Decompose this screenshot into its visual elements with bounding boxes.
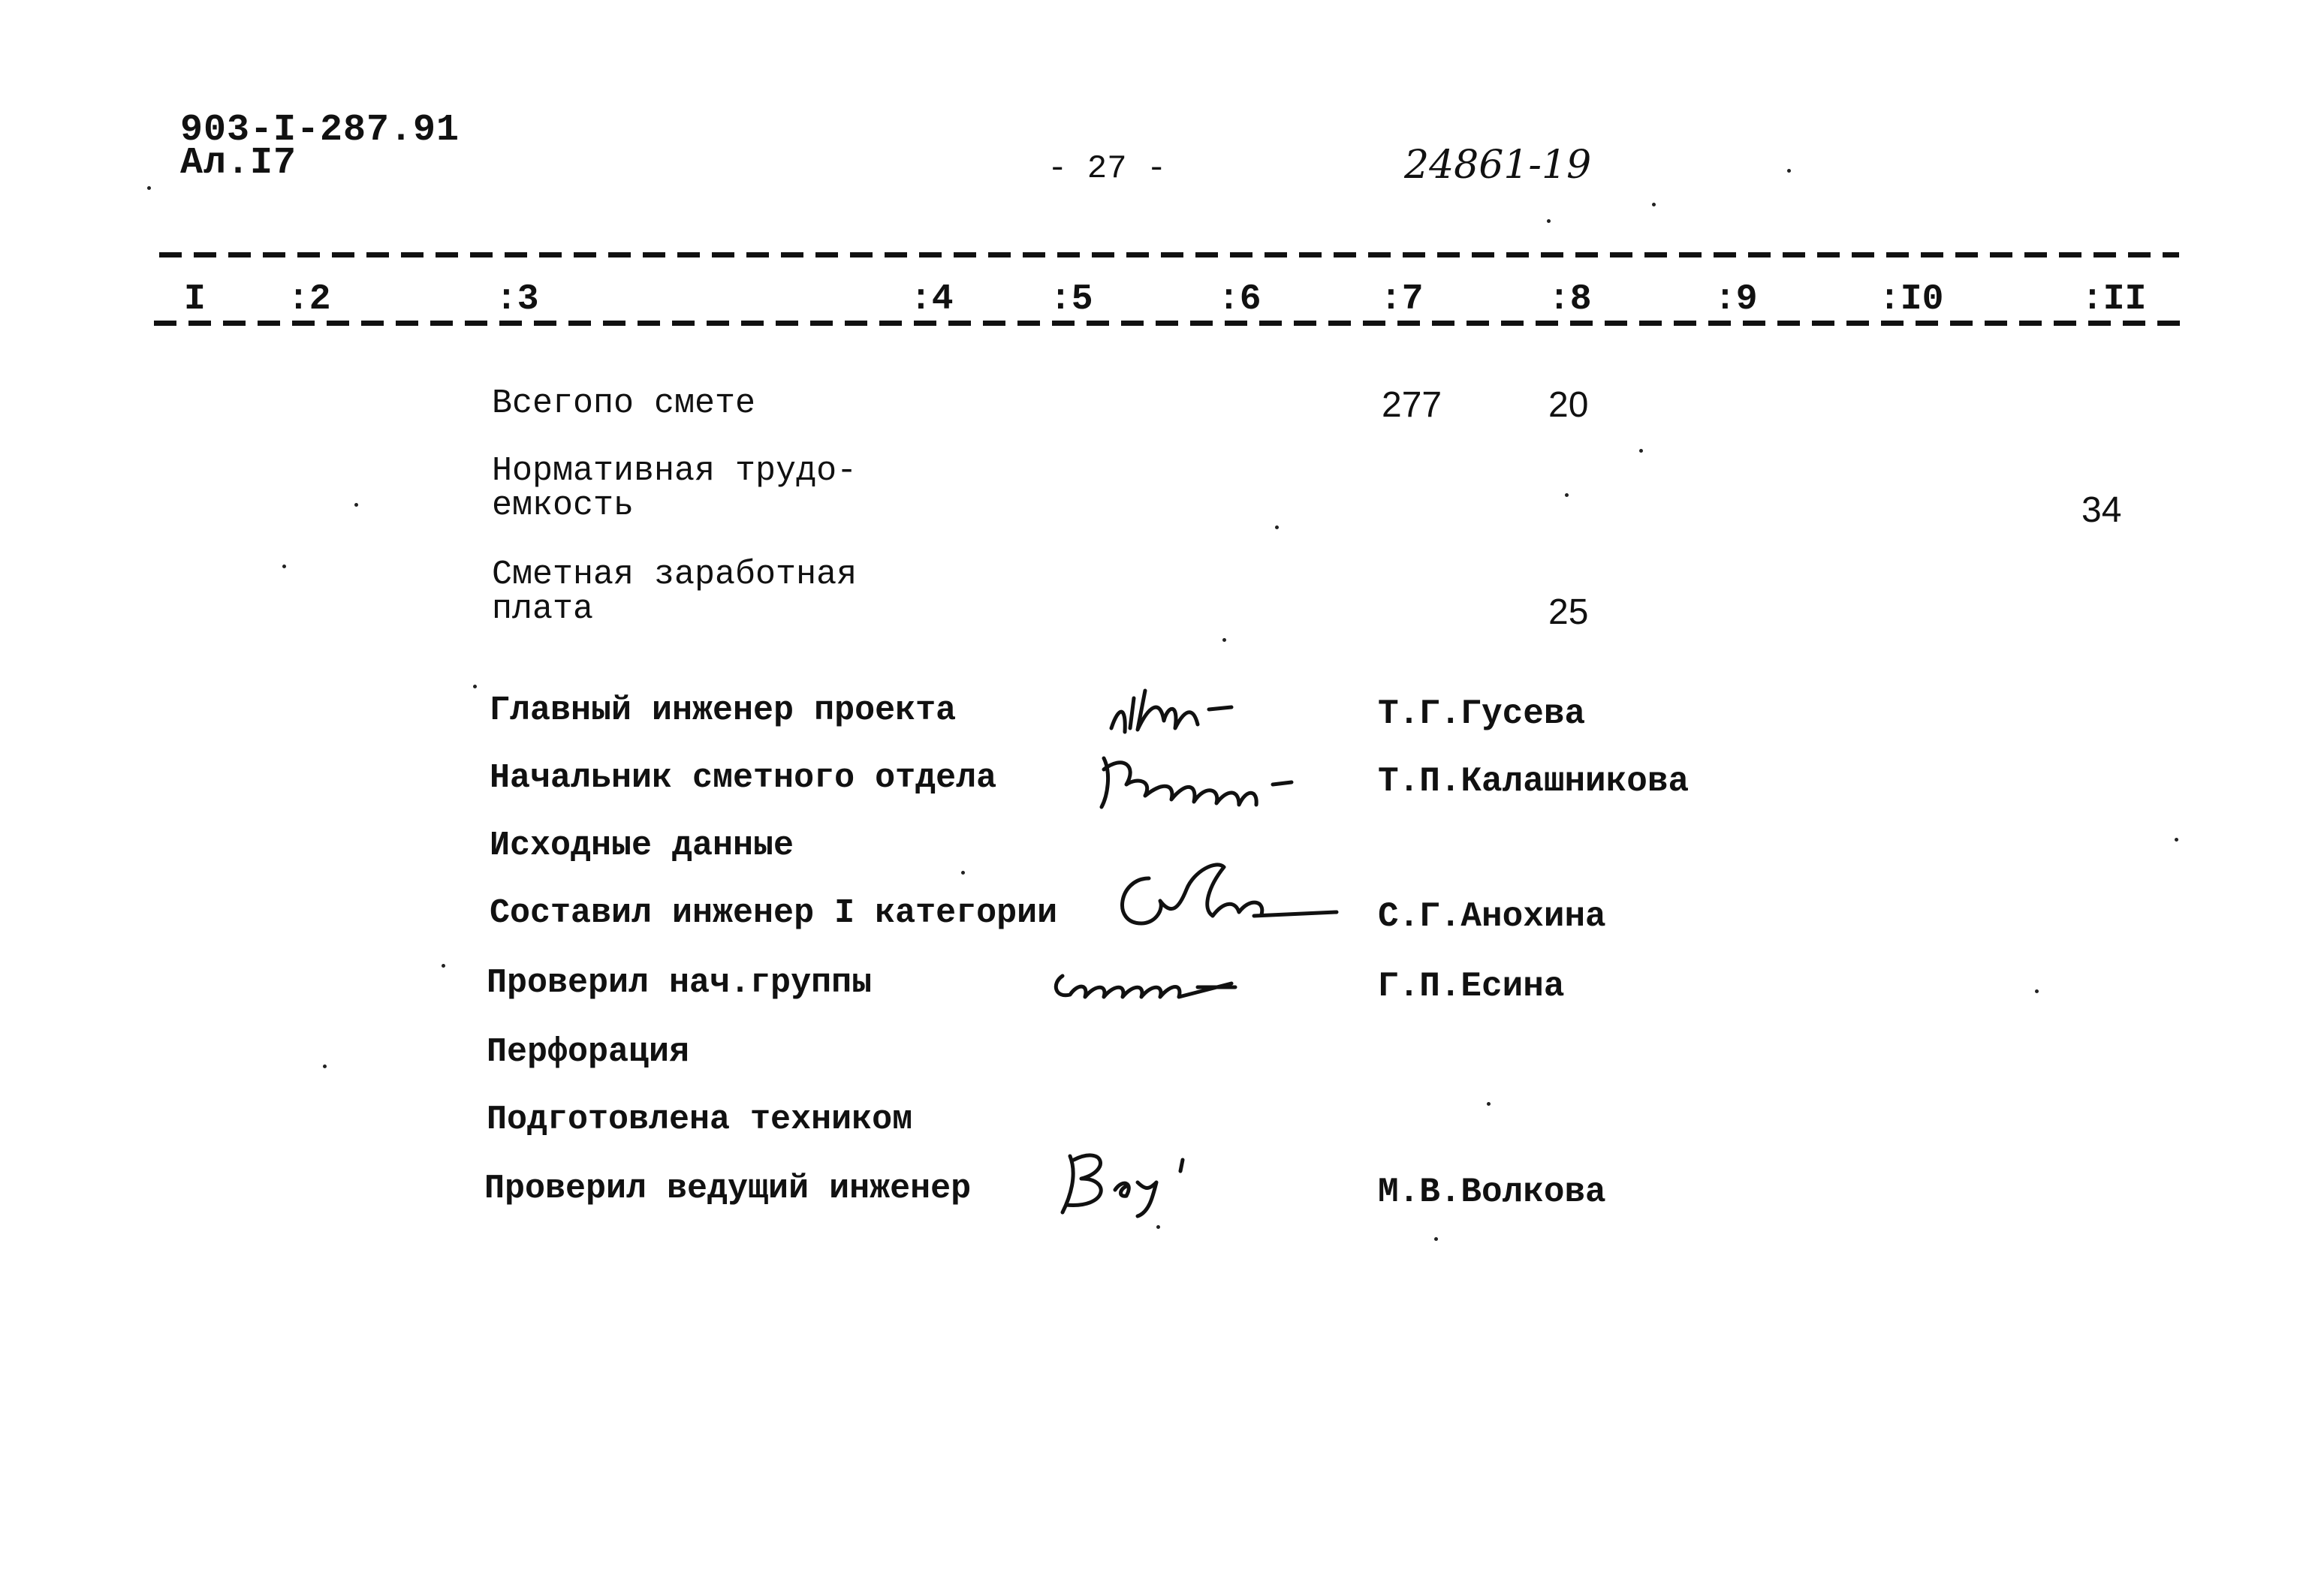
scan-speck <box>1652 203 1656 206</box>
wages-label-line2: плата <box>492 590 594 628</box>
scan-speck <box>1547 219 1551 223</box>
signature-role-5: Проверил нач.группы <box>487 964 873 1002</box>
column-marker-7: :7 <box>1380 279 1424 320</box>
document-code: 903-I-287.91 <box>180 109 460 152</box>
signature-role-7: Подготовлена техником <box>487 1101 913 1139</box>
scan-speck <box>473 685 477 688</box>
total-col7-value: 277 <box>1382 385 1442 425</box>
column-marker-10: :I0 <box>1879 279 1944 320</box>
column-marker-8: :8 <box>1548 279 1592 320</box>
wages-label-line1: Сметная заработная <box>492 556 858 594</box>
scan-speck <box>282 565 286 568</box>
column-marker-9: :9 <box>1714 279 1758 320</box>
scan-speck <box>1787 169 1791 173</box>
wages-col8-value: 25 <box>1548 592 1589 632</box>
album-number: Ал.I7 <box>180 142 297 185</box>
scan-speck <box>323 1065 327 1068</box>
signature-name-8: М.В.Волкова <box>1378 1173 1606 1212</box>
column-marker-4: :4 <box>910 279 954 320</box>
scan-speck <box>1565 493 1569 497</box>
signature-role-2: Начальник сметного отдела <box>490 759 997 797</box>
column-marker-6: :6 <box>1218 279 1262 320</box>
total-col8-value: 20 <box>1548 385 1589 425</box>
signature-role-8: Проверил ведущий инженер <box>484 1170 972 1208</box>
handwritten-signature-2 <box>1093 743 1310 818</box>
signature-role-6: Перфорация <box>487 1033 690 1071</box>
archive-number: 24861-19 <box>1404 143 1592 188</box>
column-marker-11: :II <box>2081 279 2147 320</box>
signature-role-4: Составил инженер I категории <box>490 894 1058 932</box>
table-header-rule <box>154 321 2181 326</box>
signature-name-5: Г.П.Есина <box>1378 967 1565 1006</box>
table-top-rule <box>159 252 2179 257</box>
column-marker-1: I <box>184 279 206 320</box>
column-marker-5: :5 <box>1050 279 1093 320</box>
scan-speck <box>1275 525 1279 529</box>
scan-speck <box>961 871 965 875</box>
scan-speck <box>1222 638 1226 642</box>
scan-speck <box>1156 1225 1160 1229</box>
scan-speck <box>1487 1102 1491 1106</box>
handwritten-signature-3 <box>1104 856 1344 938</box>
scan-speck <box>442 964 445 968</box>
labor-label-line2: емкость <box>492 486 635 525</box>
handwritten-signature-1 <box>1104 676 1292 743</box>
column-marker-3: :3 <box>496 279 539 320</box>
labor-label-line1: Нормативная трудо- <box>492 452 858 490</box>
scan-speck <box>147 186 151 190</box>
scan-speck <box>1434 1237 1438 1241</box>
signature-name-1: Т.Г.Гусева <box>1378 694 1586 733</box>
scan-speck <box>354 503 358 507</box>
handwritten-signature-4 <box>1047 953 1243 1006</box>
signature-role-1: Главный инженер проекта <box>490 691 957 730</box>
labor-col11-value: 34 <box>2081 490 2122 530</box>
signature-name-4: С.Г.Анохина <box>1378 897 1606 936</box>
scan-speck <box>2035 989 2039 993</box>
handwritten-signature-5 <box>1051 1137 1246 1220</box>
scan-speck <box>2175 838 2178 842</box>
page-number: - 27 - <box>1047 150 1167 188</box>
signature-name-2: Т.П.Калашникова <box>1378 762 1690 801</box>
column-marker-2: :2 <box>288 279 331 320</box>
signature-role-3: Исходные данные <box>490 827 794 865</box>
total-label: Всегопо смете <box>492 384 756 423</box>
scan-speck <box>1639 449 1643 453</box>
